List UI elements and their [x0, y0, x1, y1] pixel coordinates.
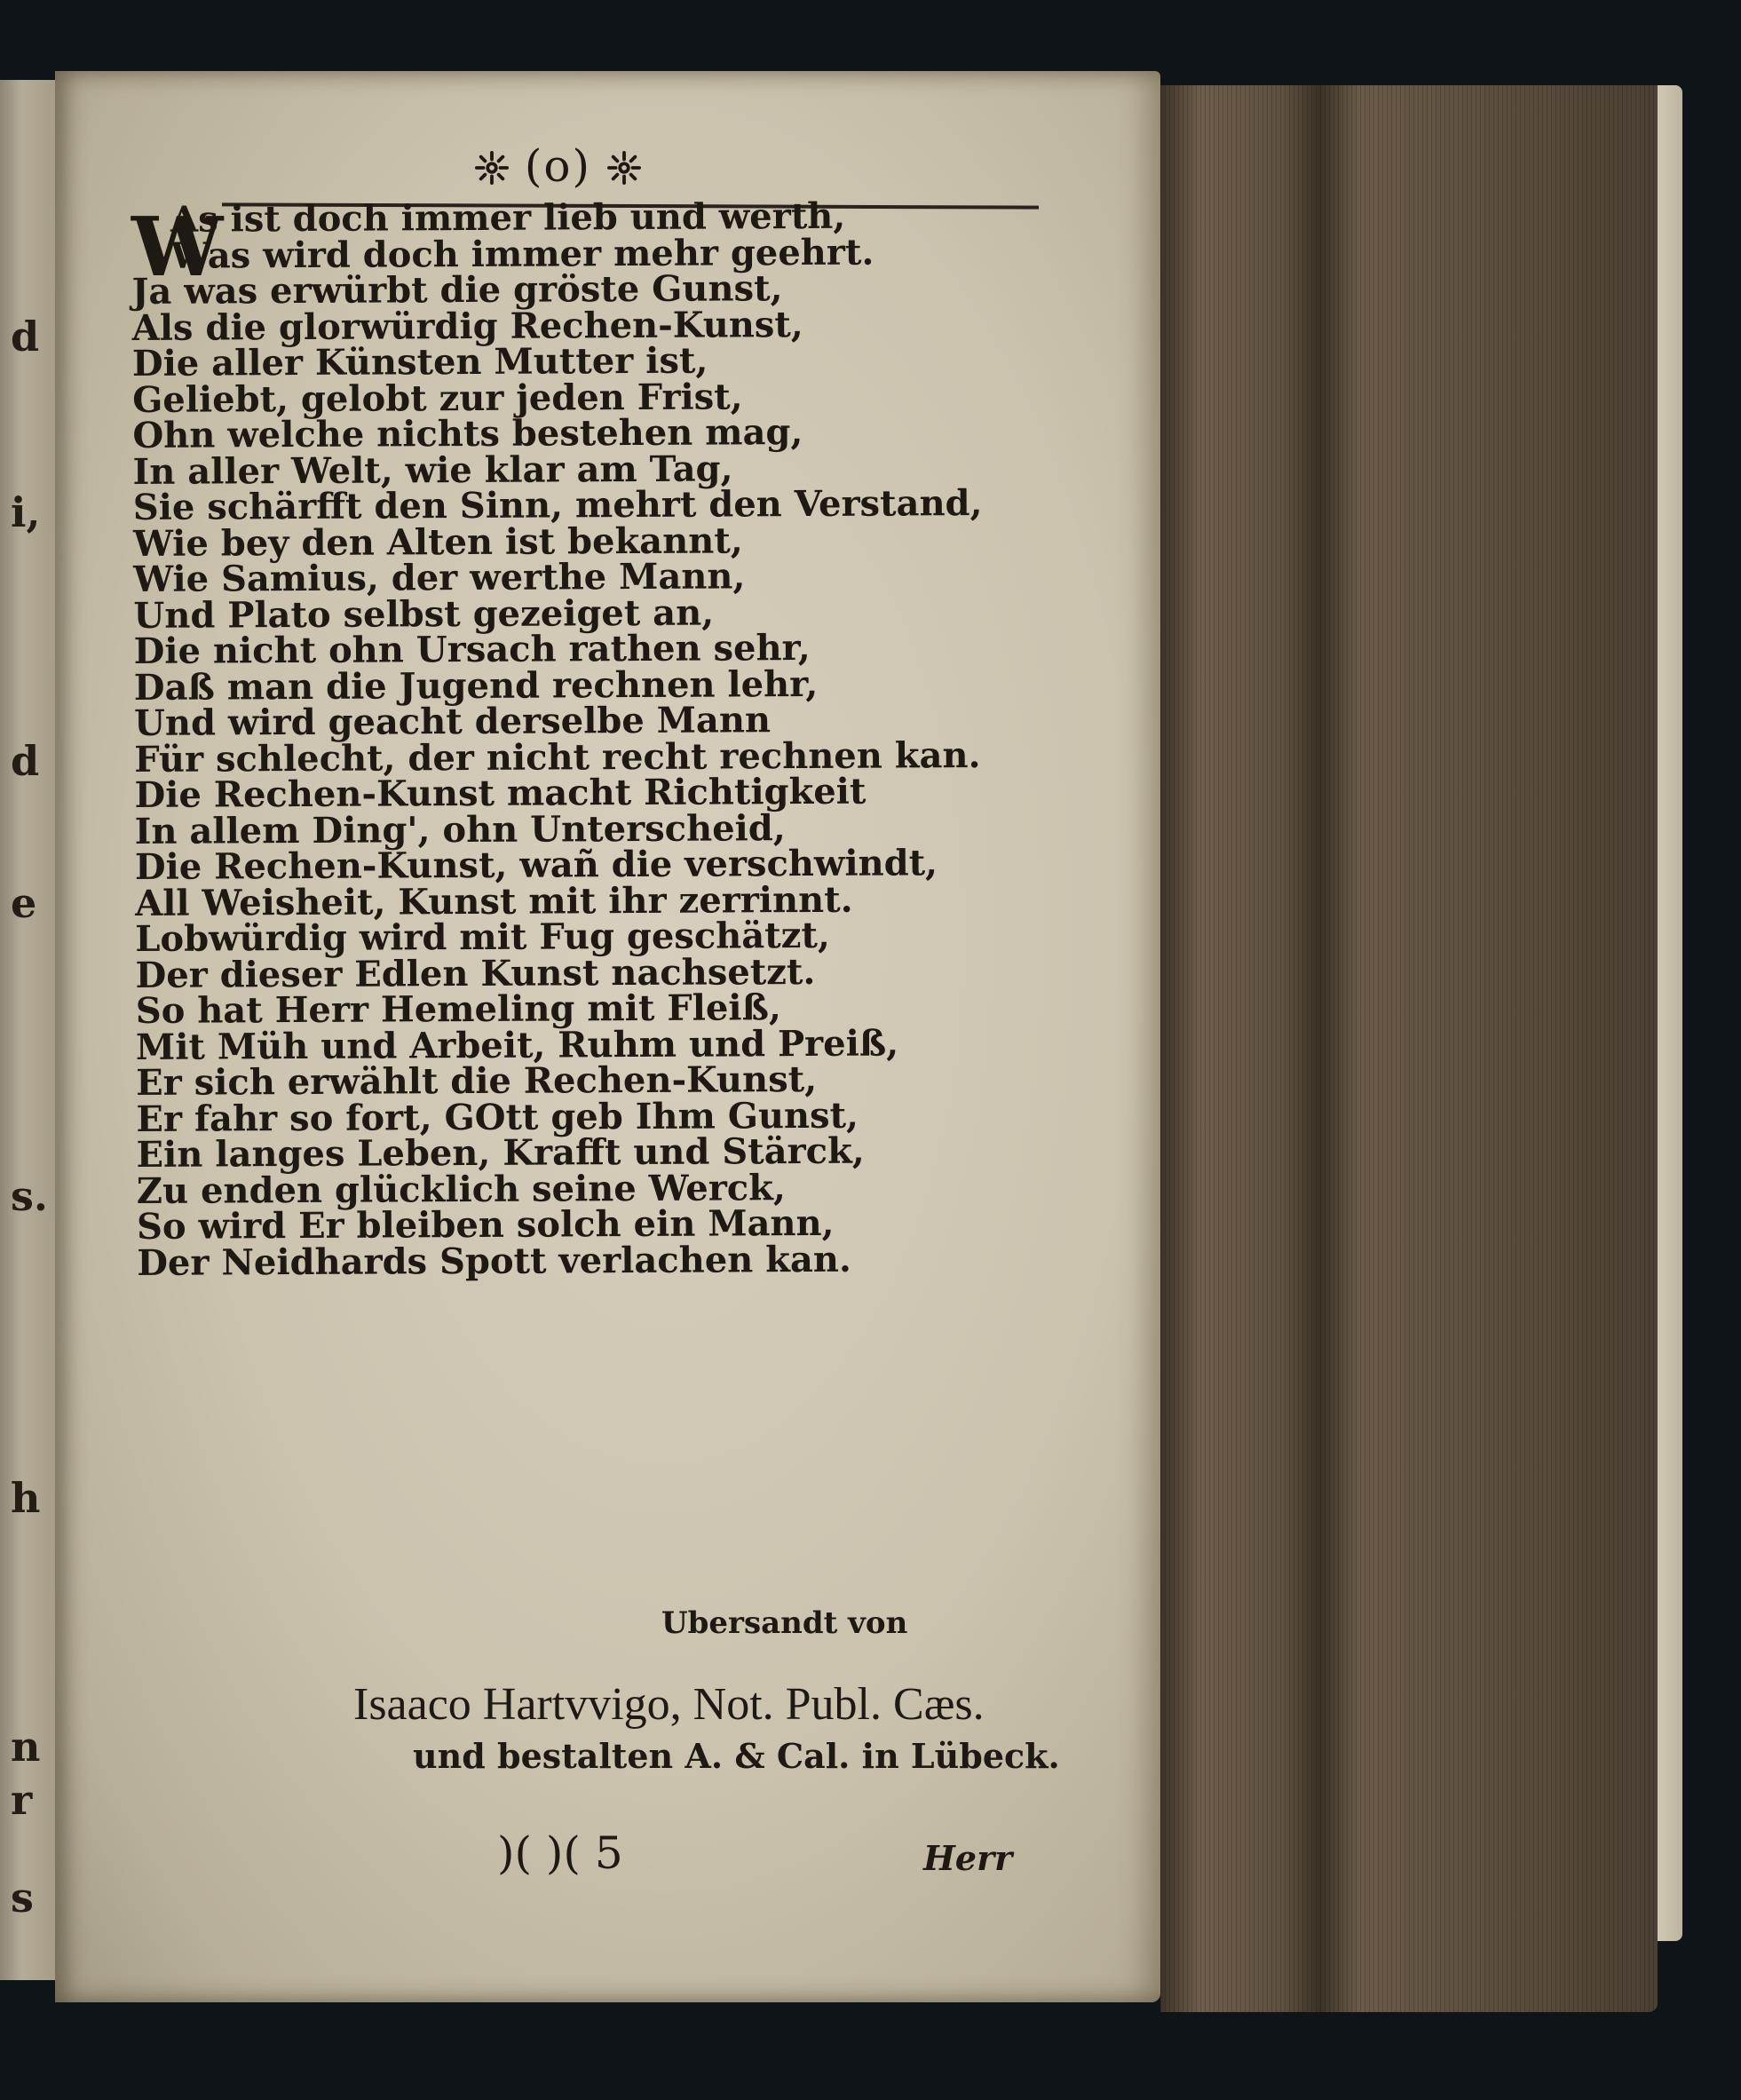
- signature-mark: )( )( 5: [497, 1827, 623, 1879]
- poem-line: Mit Müh und Arbeit, Ruhm und Preiß,: [135, 1021, 899, 1068]
- poem-line: Wie Samius, der werthe Mann,: [133, 555, 746, 600]
- poem-line: Der dieser Edlen Kunst nachsetzt.: [135, 950, 816, 996]
- left-page-fragment: e: [11, 879, 37, 927]
- poem-line: Ohn welche nichts bestehen mag,: [132, 411, 803, 456]
- poem-line: Ein langes Leben, Krafft und Stärck,: [136, 1129, 865, 1176]
- catchword: Herr: [923, 1838, 1013, 1878]
- poem-line: In aller Welt, wie klar am Tag,: [132, 447, 733, 493]
- poem-line: Die aller Künsten Mutter ist,: [131, 339, 708, 384]
- page-edges: [1160, 85, 1658, 2012]
- poem-line: Und Plato selbst gezeiget an,: [133, 591, 715, 637]
- poem-line: Für schlecht, der nicht recht rechnen kan.: [134, 733, 981, 781]
- floral-ornament-icon: [475, 144, 509, 178]
- poem-line: Die Rechen-Kunst, wañ die verschwindt,: [134, 842, 938, 888]
- left-page-fragment: d: [11, 313, 40, 361]
- poem-line: As ist doch immer lieb und werth,: [170, 194, 846, 241]
- left-page-fragment: n: [11, 1723, 41, 1771]
- poem-line: Die nicht ohn Ursach rathen sehr,: [133, 627, 811, 672]
- left-page-fragment: r: [11, 1776, 33, 1824]
- poem-line: Daß man die Jugend rechnen lehr,: [133, 662, 819, 709]
- left-page-fragment: h: [11, 1474, 41, 1522]
- page-header: [475, 140, 641, 192]
- poem-line: Der Neidhards Spott verlachen kan.: [137, 1238, 852, 1284]
- poem-line: Ja was erwürbt die gröste Gunst,: [131, 267, 783, 313]
- poem-line: In allem Ding', ohn Unterscheid,: [134, 806, 786, 852]
- poem-line: Er sich erwählt die Rechen-Kunst,: [136, 1058, 818, 1104]
- left-page-fragment: d: [11, 737, 40, 785]
- poem-line: So hat Herr Hemeling mit Fleiß,: [135, 987, 781, 1032]
- poem-line: Sie schärfft den Sinn, mehrt den Verstand,: [132, 481, 983, 528]
- poem-line: Zu enden glücklich seine Werck,: [136, 1166, 786, 1212]
- drop-cap: W: [131, 199, 224, 295]
- previous-page-edge: [0, 80, 57, 1980]
- poem-line: Er fahr so fort, GOtt geb Ihm Gunst,: [136, 1094, 859, 1140]
- poem-line: Und wird geacht derselbe Mann: [133, 699, 772, 744]
- poem-line: So wird Er bleiben solch ein Mann,: [136, 1201, 835, 1248]
- page-number: (o): [524, 140, 592, 192]
- left-page-fragment: s: [11, 1874, 34, 1922]
- poem-line: Lobwürdig wird mit Fug geschätzt,: [135, 914, 830, 960]
- author-title: und bestalten A. & Cal. in Lübeck.: [413, 1736, 1060, 1776]
- poem-line: Geliebt, gelobt zur jeden Frist,: [132, 375, 743, 421]
- poem-line: Die Rechen-Kunst macht Richtigkeit: [134, 770, 867, 816]
- poem-line: Als die glorwürdig Rechen-Kunst,: [131, 303, 803, 349]
- sent-by-label: Ubersandt von: [661, 1605, 908, 1641]
- poem-line: Was wird doch immer mehr geehrt.: [170, 231, 874, 277]
- left-page-fragment: i,: [11, 488, 41, 536]
- author-name: Isaaco Hartvvigo, Not. Publ. Cæs.: [353, 1679, 985, 1730]
- left-page-fragment: s.: [11, 1172, 48, 1220]
- poem-line: Wie bey den Alten ist bekannt,: [132, 519, 743, 565]
- poem: [131, 194, 983, 1284]
- floral-ornament-icon: [607, 144, 641, 178]
- poem-line: All Weisheit, Kunst mit ihr zerrinnt.: [135, 878, 853, 924]
